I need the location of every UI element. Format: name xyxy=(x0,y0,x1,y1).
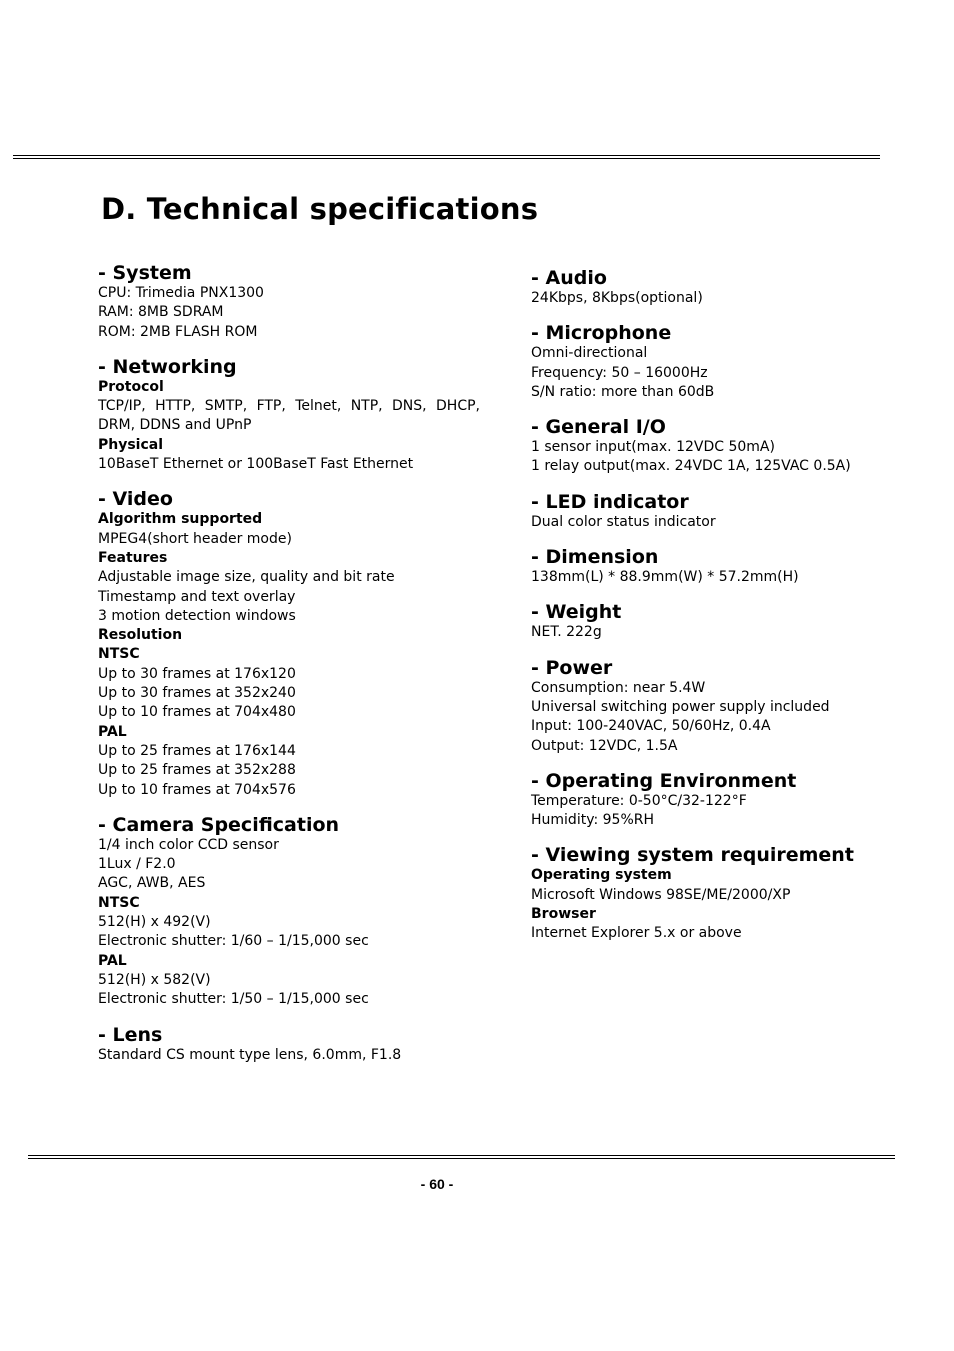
led-section xyxy=(531,491,855,532)
power-line: Universal switching power supply included xyxy=(531,698,830,715)
viewing-section xyxy=(531,844,855,943)
camera-ntsc-label: NTSC xyxy=(98,894,140,911)
dimension-section xyxy=(531,546,855,587)
page-title: D. Technical specifications xyxy=(101,192,539,226)
pal-resolution-item: Up to 25 frames at 176x144 xyxy=(98,742,296,759)
video-ntsc-label: NTSC xyxy=(98,646,140,663)
algorithm-text: MPEG4(short header mode) xyxy=(98,530,292,547)
ntsc-resolution-item: Up to 30 frames at 176x120 xyxy=(98,665,296,682)
weight-text: NET. 222g xyxy=(531,624,602,641)
sensor-input-line: 1 sensor input(max. 12VDC 50mA) xyxy=(531,439,775,456)
general-io-section xyxy=(531,416,855,477)
video-heading: - Video xyxy=(98,488,173,511)
led-heading: - LED indicator xyxy=(531,490,689,513)
power-line: Consumption: near 5.4W xyxy=(531,679,706,696)
audio-heading: - Audio xyxy=(531,267,607,289)
protocol-text: TCP/IP, HTTP, SMTP, FTP, Telnet, NTP, DNS, DHCP, DRM, DDNS and UPnP xyxy=(98,398,480,434)
right-column xyxy=(531,267,855,958)
led-text: Dual color status indicator xyxy=(531,513,716,530)
camera-ntsc-item: 512(H) x 492(V) xyxy=(98,914,211,931)
features-label: Features xyxy=(98,549,168,566)
viewing-heading: - Viewing system requirement xyxy=(531,844,854,867)
humidity-line: Humidity: 95%RH xyxy=(531,812,654,829)
microphone-line: Frequency: 50 – 16000Hz xyxy=(531,364,708,381)
camera-lux: 1Lux / F2.0 xyxy=(98,856,176,873)
lens-section xyxy=(98,1024,480,1065)
weight-heading: - Weight xyxy=(531,601,622,624)
dimension-text: 138mm(L) * 88.9mm(W) * 57.2mm(H) xyxy=(531,569,799,586)
system-ram: RAM: 8MB SDRAM xyxy=(98,304,224,321)
power-section xyxy=(531,657,855,756)
power-line: Output: 12VDC, 1.5A xyxy=(531,737,678,754)
ntsc-resolution-item: Up to 10 frames at 704x480 xyxy=(98,704,296,721)
system-heading: - System xyxy=(98,262,192,284)
microphone-heading: - Microphone xyxy=(531,322,672,345)
dimension-heading: - Dimension xyxy=(531,546,659,569)
networking-heading: - Networking xyxy=(98,355,237,378)
relay-output-line: 1 relay output(max. 24VDC 1A, 125VAC 0.5A) xyxy=(531,458,851,475)
power-heading: - Power xyxy=(531,656,613,679)
audio-section xyxy=(531,267,855,308)
ntsc-resolution-item: Up to 30 frames at 352x240 xyxy=(98,685,296,702)
camera-section xyxy=(98,814,480,1010)
camera-heading: - Camera Specification xyxy=(98,813,340,836)
power-line: Input: 100-240VAC, 50/60Hz, 0.4A xyxy=(531,718,771,735)
left-column xyxy=(98,262,480,1079)
general-io-heading: - General I/O xyxy=(531,416,666,439)
feature-item: 3 motion detection windows xyxy=(98,607,296,624)
environment-section xyxy=(531,770,855,831)
video-section xyxy=(98,488,480,799)
pal-resolution-item: Up to 10 frames at 704x576 xyxy=(98,781,296,798)
camera-pal-item: Electronic shutter: 1/50 – 1/15,000 sec xyxy=(98,991,369,1008)
browser-label: Browser xyxy=(531,906,596,923)
pal-resolution-item: Up to 25 frames at 352x288 xyxy=(98,762,296,779)
video-pal-label: PAL xyxy=(98,723,127,740)
temperature-line: Temperature: 0-50°C/32-122°F xyxy=(531,792,747,809)
environment-heading: - Operating Environment xyxy=(531,769,797,792)
page-number: - 60 - xyxy=(420,1176,454,1192)
microphone-section xyxy=(531,322,855,402)
physical-label: Physical xyxy=(98,436,164,453)
resolution-label: Resolution xyxy=(98,627,183,644)
camera-sensor: 1/4 inch color CCD sensor xyxy=(98,836,279,853)
microphone-line: S/N ratio: more than 60dB xyxy=(531,383,715,400)
audio-text: 24Kbps, 8Kbps(optional) xyxy=(531,290,703,306)
camera-ntsc-item: Electronic shutter: 1/60 – 1/15,000 sec xyxy=(98,933,369,950)
lens-heading: - Lens xyxy=(98,1023,163,1046)
bottom-rule xyxy=(28,1155,895,1159)
camera-pal-item: 512(H) x 582(V) xyxy=(98,971,211,988)
browser-text: Internet Explorer 5.x or above xyxy=(531,925,742,942)
os-label: Operating system xyxy=(531,867,672,884)
system-cpu: CPU: Trimedia PNX1300 xyxy=(98,285,264,301)
lens-text: Standard CS mount type lens, 6.0mm, F1.8 xyxy=(98,1046,402,1063)
feature-item: Adjustable image size, quality and bit rate xyxy=(98,569,395,586)
protocol-label: Protocol xyxy=(98,378,164,395)
microphone-line: Omni-directional xyxy=(531,345,648,362)
feature-item: Timestamp and text overlay xyxy=(98,588,296,605)
camera-agc: AGC, AWB, AES xyxy=(98,875,206,892)
system-section xyxy=(98,262,480,342)
camera-pal-label: PAL xyxy=(98,952,127,969)
algorithm-label: Algorithm supported xyxy=(98,511,263,528)
top-rule xyxy=(13,155,880,159)
networking-section xyxy=(98,356,480,474)
physical-text: 10BaseT Ethernet or 100BaseT Fast Ethernet xyxy=(98,456,414,473)
weight-section xyxy=(531,601,855,642)
system-rom: ROM: 2MB FLASH ROM xyxy=(98,323,258,340)
os-text: Microsoft Windows 98SE/ME/2000/XP xyxy=(531,886,791,903)
